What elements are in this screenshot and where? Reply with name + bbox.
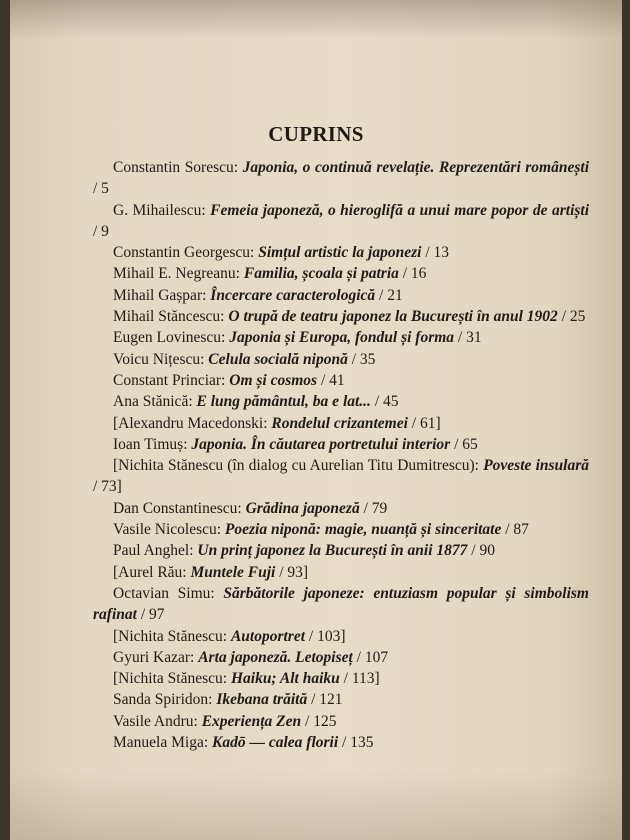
- toc-entry: [93, 242, 589, 263]
- toc-entry-page: / 61]: [407, 414, 441, 432]
- toc-entry: [93, 732, 589, 753]
- toc-entry-title: Om și cosmos: [229, 371, 318, 389]
- toc-entry-title: Kadō — calea florii: [212, 734, 339, 752]
- toc-entry-title: Poveste insulară: [483, 457, 589, 475]
- toc-entry-title: Familia, școala și patria: [243, 265, 399, 283]
- toc-entry: [93, 711, 589, 732]
- toc-entry-title: Femeia japoneză, o hieroglifă a unui mare popor de artiști: [210, 201, 590, 219]
- toc-entry: [93, 200, 589, 243]
- toc-entry: [93, 327, 589, 348]
- toc-entry-page: / 90: [467, 542, 495, 560]
- toc-entry-author: Constantin Sorescu:: [113, 159, 239, 176]
- toc-entry-page: / 135: [338, 734, 374, 752]
- toc-entry-page: / 73]: [93, 478, 122, 496]
- toc-entry-title: Un prinț japonez la București în anii 1877: [197, 542, 468, 560]
- toc-entry: [93, 306, 589, 327]
- toc-entry-author: Octavian Simu:: [113, 584, 215, 602]
- toc-entry: [93, 668, 589, 689]
- toc-entry-page: / 113]: [339, 670, 380, 688]
- toc-entry-page: / 45: [370, 393, 399, 411]
- toc-entry: [93, 540, 589, 561]
- toc-entry-author: Vasile Andru:: [113, 712, 198, 730]
- toc-entry-author: Paul Anghel:: [113, 542, 194, 560]
- toc-entry-author: Vasile Nicolescu:: [113, 521, 222, 539]
- toc-entry: [93, 434, 589, 455]
- toc-entry-page: / 41: [317, 371, 345, 389]
- toc-entry: [93, 263, 589, 284]
- toc-entry-author: Voicu Nițescu:: [113, 350, 205, 368]
- toc-entry-page: / 107: [352, 648, 389, 666]
- toc-entry: [93, 370, 589, 391]
- toc-entry-title: Rondelul crizantemei: [271, 414, 408, 432]
- toc-entry-author: Sanda Spiridon:: [113, 691, 213, 709]
- toc-entry-title: Arta japoneză. Letopiseț: [198, 648, 353, 666]
- toc-entry-title: Poezia niponă: magie, nuanță și sinceritate: [224, 521, 502, 539]
- toc-entry-title: Muntele Fuji: [190, 563, 276, 581]
- toc-entry-author: Manuela Miga:: [113, 734, 209, 752]
- toc-entry-author: Constantin Georgescu:: [113, 244, 255, 262]
- toc-entry: [93, 455, 589, 498]
- toc-entry-page: / 97: [136, 606, 165, 624]
- toc-entry-author: [Alexandru Macedonski:: [113, 414, 268, 432]
- toc-entry: [93, 285, 589, 306]
- toc-entry: [93, 519, 589, 540]
- toc-entry-title: Autoportret: [230, 627, 306, 645]
- toc-entry-page: / 21: [375, 286, 403, 304]
- toc-entry-title: Experiența Zen: [201, 712, 302, 730]
- toc-entry: [93, 689, 589, 710]
- toc-entry-author: [Nichita Stănescu (în dialog cu Aurelian Titu Dumitrescu):: [113, 457, 479, 475]
- toc-entry-page: / 13: [421, 244, 450, 262]
- toc-entry-page: / 9: [93, 222, 109, 240]
- toc-entry-author: Mihail Gașpar:: [113, 286, 207, 304]
- toc-entry-page: / 121: [307, 691, 343, 709]
- toc-entry: [93, 391, 589, 412]
- toc-entry: [93, 349, 589, 370]
- toc-entry-author: Ana Stănică:: [113, 393, 193, 411]
- table-of-contents: [93, 157, 589, 753]
- toc-entry-page: / 65: [450, 435, 478, 453]
- toc-entry-title: Încercare caracterologică: [210, 286, 376, 304]
- toc-entry-title: Grădina japoneză: [245, 499, 360, 517]
- toc-entry-page: / 93]: [275, 563, 309, 581]
- toc-entry: [93, 647, 589, 668]
- page-title: CUPRINS: [268, 122, 364, 146]
- toc-entry-page: / 35: [347, 350, 376, 368]
- toc-entry-page: / 16: [398, 265, 427, 283]
- toc-entry: [93, 498, 589, 519]
- toc-entry: [93, 562, 589, 583]
- toc-entry-author: Constant Princiar:: [113, 371, 226, 389]
- toc-entry: [93, 413, 589, 434]
- toc-entry-author: [Aurel Rău:: [113, 563, 187, 581]
- toc-entry-author: Eugen Lovinescu:: [113, 329, 226, 347]
- toc-entry-title: Japonia și Europa, fondul și forma: [229, 329, 455, 347]
- toc-entry-title: Japonia. În căutarea portretului interior: [191, 435, 451, 453]
- toc-entry-author: [Nichita Stănescu:: [113, 627, 228, 645]
- toc-entry-title: O trupă de teatru japonez la București în anul 1902: [228, 308, 558, 326]
- toc-entry: [93, 583, 589, 626]
- toc-entry-author: [Nichita Stănescu:: [113, 670, 228, 688]
- toc-entry-author: Ioan Timuș:: [113, 435, 188, 453]
- toc-entry-author: Mihail Stăncescu:: [113, 308, 225, 326]
- toc-entry-title: Ikebana trăită: [216, 691, 308, 709]
- toc-entry-author: Dan Constantinescu:: [113, 499, 242, 517]
- toc-entry-page: / 87: [501, 521, 529, 539]
- toc-entry-author: G. Mihailescu:: [113, 201, 206, 219]
- toc-entry-author: Gyuri Kazar:: [113, 648, 195, 666]
- toc-entry-title: Simțul artistic la japonezi: [258, 244, 422, 262]
- toc-entry-title: Sărbătorile japoneze: entuziasm popular și simbolism rafinat: [93, 584, 589, 624]
- toc-entry-title: E lung pământul, ba e lat...: [196, 393, 371, 411]
- toc-entry-page: / 5: [93, 180, 109, 198]
- book-page: [10, 0, 622, 840]
- toc-entry-title: Celula socială niponă: [208, 350, 348, 368]
- toc-entry-title: Haiku; Alt haiku: [230, 670, 340, 688]
- toc-entry-title: Japonia, o continuă revelație. Reprezentări românești: [242, 159, 589, 176]
- toc-entry: [93, 626, 589, 647]
- toc-entry-page: / 79: [359, 499, 388, 517]
- toc-entry-author: Mihail E. Negreanu:: [113, 265, 240, 283]
- toc-entry-page: / 25: [557, 308, 586, 326]
- toc-entry: [93, 157, 589, 200]
- toc-entry-page: / 31: [454, 329, 482, 347]
- toc-entry-page: / 103]: [305, 627, 346, 645]
- toc-entry-page: / 125: [301, 712, 337, 730]
